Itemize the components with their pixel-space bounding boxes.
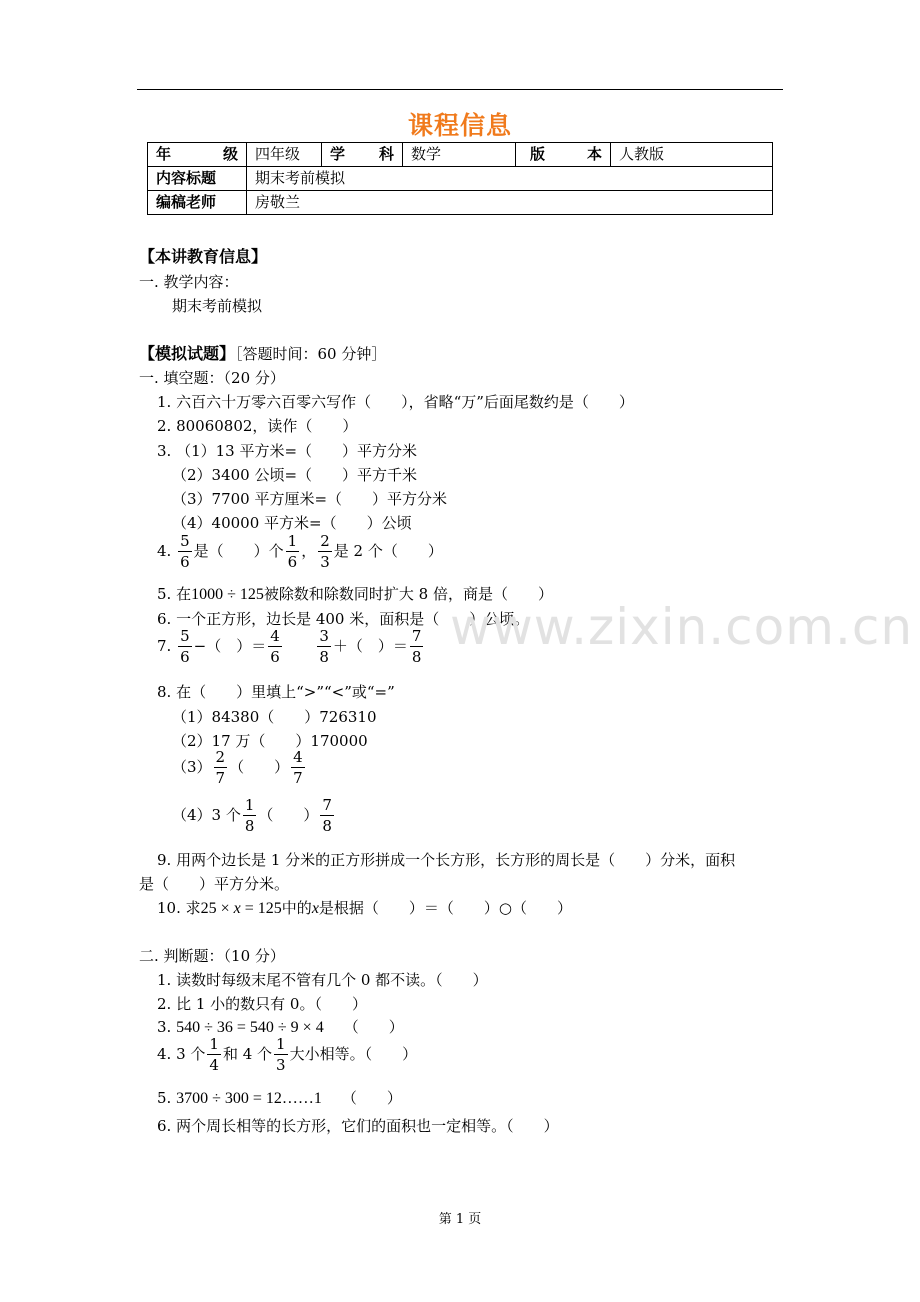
editor-label: 编稿老师 bbox=[148, 191, 247, 215]
question-10: 10. 求25 × x = 125中的x是根据（ ）＝（ ）○（ ） bbox=[157, 899, 573, 917]
question-3-1: 3. （1）13 平方米=（ ）平方分米 bbox=[157, 442, 418, 460]
question-3-4: （4）40000 平方米=（ ）公顷 bbox=[172, 514, 412, 532]
fraction: $\frac{5}{6}$ bbox=[180, 532, 190, 571]
topic-label: 内容标题 bbox=[148, 167, 247, 191]
section2-title: 二. 判断题：（10 分） bbox=[139, 947, 285, 965]
fraction: $\frac{1}{4}$ bbox=[209, 1035, 219, 1074]
question-5: 5. 在1000 ÷ 125被除数和除数同时扩大 8 倍，商是（ ） bbox=[157, 585, 553, 603]
question-8-4: （4）3 个 $\frac{1}{8}$ （ ） $\frac{7}{8}$ bbox=[172, 796, 332, 835]
question-4: 4. $\frac{5}{6}$ 是（ ）个 $\frac{1}{6}$ ， $\frac{2}{3}$ 是 2 个（ ） bbox=[157, 532, 443, 571]
edition-value: 人教版 bbox=[611, 143, 773, 167]
question-9-line1: 9. 用两个边长是 1 分米的正方形拼成一个长方形，长方形的周长是（ ）分米，面积 bbox=[157, 851, 736, 869]
question-9-line2: 是（ ）平方分米。 bbox=[139, 875, 290, 893]
topic-value: 期末考前模拟 bbox=[247, 167, 773, 191]
exam-heading-line bbox=[139, 341, 386, 364]
question-1: 1. 六百六十万零六百零六写作（ ），省略“万”后面尾数约是（ ） bbox=[157, 393, 634, 411]
question-3-3: （3）7700 平方厘米=（ ）平方分米 bbox=[172, 490, 448, 508]
exam-time-note: ［答题时间：60 分钟］ bbox=[235, 345, 387, 363]
fraction: $\frac{5}{6}$ bbox=[180, 627, 190, 666]
teaching-info-heading: 【本讲教育信息】 bbox=[139, 247, 268, 266]
table-row bbox=[148, 167, 773, 191]
question-8-3: （3） $\frac{2}{7}$ （ ） $\frac{4}{7}$ bbox=[172, 748, 303, 787]
fraction: $\frac{1}{3}$ bbox=[276, 1035, 286, 1074]
page-number: 第 1 页 bbox=[438, 1212, 482, 1227]
teaching-content-value: 期末考前模拟 bbox=[172, 297, 263, 315]
judge-6: 6. 两个周长相等的长方形，它们的面积也一定相等。（ ） bbox=[157, 1117, 559, 1135]
question-8: 8. 在（ ）里填上“>”“<”或“=” bbox=[157, 683, 395, 701]
editor-value: 房敬兰 bbox=[247, 191, 773, 215]
table-row bbox=[148, 191, 773, 215]
question-8-2: （2）17 万（ ）170000 bbox=[172, 732, 368, 750]
question-7: 7. $\frac{5}{6}$ −（ ）＝ $\frac{4}{6}$ $\frac{3}{8}$ ＋（ ）＝ $\frac{7}{8}$ bbox=[157, 627, 422, 666]
question-2: 2. 80060802，读作（ ） bbox=[157, 417, 358, 435]
fraction: $\frac{3}{8}$ bbox=[319, 627, 329, 666]
question-3-2: （2）3400 公顷=（ ）平方千米 bbox=[172, 466, 418, 484]
teaching-content-label: 一. 教学内容： bbox=[139, 273, 239, 291]
exam-heading: 【模拟试题】 bbox=[139, 344, 236, 363]
grade-value: 四年级 bbox=[247, 143, 322, 167]
fraction: $\frac{7}{8}$ bbox=[322, 796, 332, 835]
judge-2: 2. 比 1 小的数只有 0。（ ） bbox=[157, 995, 367, 1013]
course-info-table bbox=[147, 142, 773, 215]
fraction: $\frac{7}{8}$ bbox=[411, 627, 422, 666]
table-row bbox=[148, 143, 773, 167]
fraction: $\frac{1}{6}$ bbox=[287, 532, 298, 571]
judge-4: 4. 3 个 $\frac{1}{4}$ 和 4 个 $\frac{1}{3}$ 大小相等。（ ） bbox=[157, 1035, 418, 1074]
fraction: $\frac{4}{7}$ bbox=[293, 748, 303, 787]
fraction: $\frac{1}{8}$ bbox=[244, 796, 255, 835]
header-rule bbox=[137, 89, 783, 90]
question-8-1: （1）84380（ ）726310 bbox=[172, 708, 377, 726]
page-title: 课程信息 bbox=[407, 111, 512, 140]
judge-5: 5. 3700 ÷ 300 = 12……1 （ ） bbox=[157, 1089, 402, 1107]
judge-1: 1. 读数时每级末尾不管有几个 0 都不读。（ ） bbox=[157, 971, 488, 989]
fraction: $\frac{2}{7}$ bbox=[215, 748, 226, 787]
watermark: www.zixin.com.cn bbox=[450, 598, 914, 656]
question-6: 6. 一个正方形，边长是 400 米，面积是（ ）公顷。 bbox=[157, 610, 530, 628]
edition-label: 版 本 bbox=[516, 143, 611, 167]
fraction: $\frac{2}{3}$ bbox=[320, 532, 330, 571]
section1-title: 一. 填空题：（20 分） bbox=[139, 369, 285, 387]
grade-label: 年 级 bbox=[148, 143, 247, 167]
equation: 25 × x = 125 bbox=[200, 900, 282, 917]
subject-value: 数学 bbox=[403, 143, 516, 167]
fraction: $\frac{4}{6}$ bbox=[270, 627, 280, 666]
judge-3: 3. 540 ÷ 36 = 540 ÷ 9 × 4 （ ） bbox=[157, 1018, 404, 1036]
subject-label: 学 科 bbox=[322, 143, 403, 167]
